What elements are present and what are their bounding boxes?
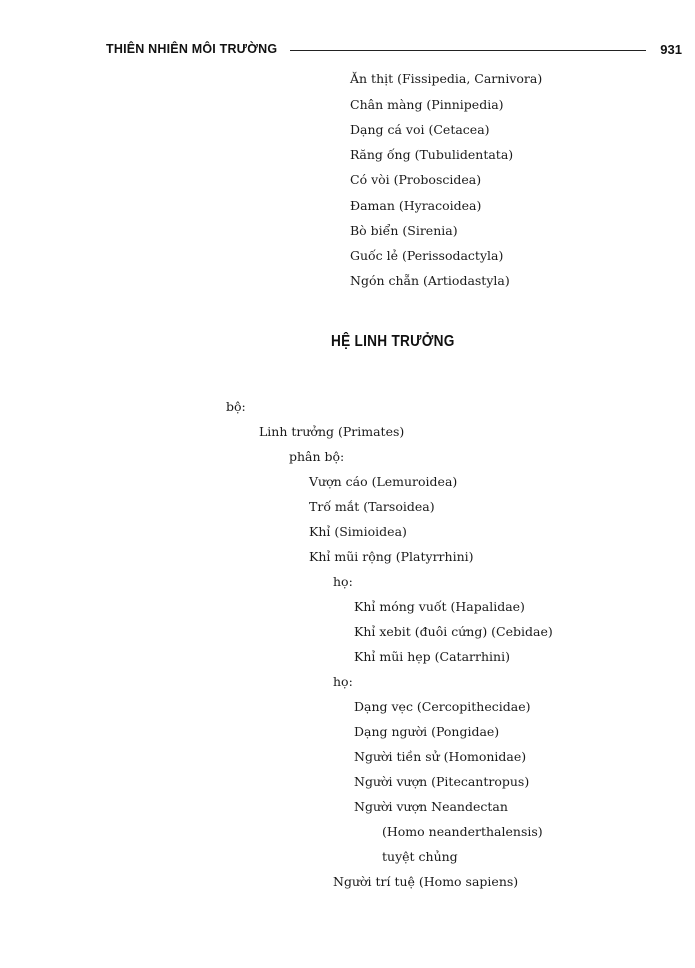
- list-item: Dạng cá voi (Cetacea): [350, 122, 490, 137]
- list-item: Guốc lẻ (Perissodactyla): [350, 248, 504, 263]
- suborder-item: Vượn cáo (Lemuroidea): [309, 474, 458, 489]
- section-heading: HỆ LINH TRƯỞNG: [331, 333, 455, 350]
- family-item: Khỉ mũi hẹp (Catarrhini): [354, 649, 510, 664]
- list-item: Có vòi (Proboscidea): [350, 172, 482, 187]
- neanderthal-status: tuyệt chủng: [382, 849, 458, 864]
- suborder-label: phân bộ:: [289, 449, 345, 464]
- page-number: 931: [660, 42, 682, 57]
- homo-sapiens-item: Người trí tuệ (Homo sapiens): [333, 874, 519, 889]
- family-item: Người tiền sử (Homonidae): [354, 749, 527, 764]
- order-name: Linh trưởng (Primates): [259, 424, 405, 439]
- family-label: họ:: [333, 674, 353, 689]
- family-item: Người vượn Neandectan: [354, 799, 508, 814]
- list-item: Đaman (Hyracoidea): [350, 198, 482, 213]
- suborder-item: Khỉ (Simioidea): [309, 524, 407, 539]
- order-label: bộ:: [226, 399, 246, 414]
- list-item: Ăn thịt (Fissipedia, Carnivora): [350, 71, 543, 86]
- list-item: Răng ống (Tubulidentata): [350, 147, 514, 162]
- family-item: Người vượn (Pitecantropus): [354, 774, 530, 789]
- list-item: Chân màng (Pinnipedia): [350, 97, 504, 112]
- suborder-item: Trố mắt (Tarsoidea): [309, 499, 435, 514]
- family-label: họ:: [333, 574, 353, 589]
- family-item: Khỉ móng vuốt (Hapalidae): [354, 599, 525, 614]
- list-item: Ngón chẵn (Artiodastyla): [350, 273, 510, 288]
- suborder-item: Khỉ mũi rộng (Platyrrhini): [309, 549, 474, 564]
- family-item: Dạng vẹc (Cercopithecidae): [354, 699, 531, 714]
- list-item: Bò biển (Sirenia): [350, 223, 458, 238]
- neanderthal-latin-name: (Homo neanderthalensis): [382, 824, 543, 839]
- family-item: Khỉ xebit (đuôi cứng) (Cebidae): [354, 624, 553, 639]
- running-header: [106, 42, 682, 62]
- family-item: Dạng người (Pongidae): [354, 724, 500, 739]
- running-header-title: THIÊN NHIÊN MÔI TRƯỜNG: [106, 42, 278, 56]
- header-rule: [290, 50, 646, 51]
